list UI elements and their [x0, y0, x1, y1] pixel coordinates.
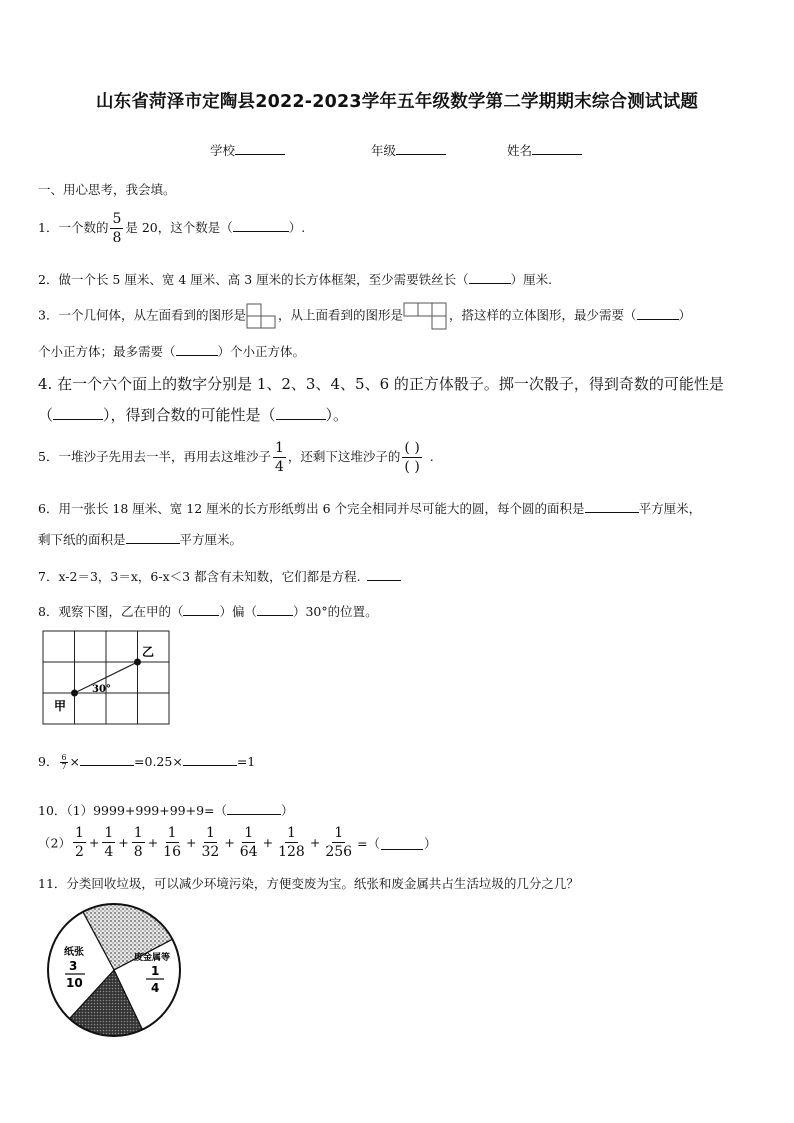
school-field — [210, 141, 285, 159]
q8-offset-blank[interactable] — [257, 602, 293, 616]
grade-label: 年级 — [371, 143, 397, 158]
q5-text-b: ，还剩下这堆沙子的 — [287, 449, 401, 464]
page-title: 山东省菏泽市定陶县2022-2023学年五年级数学第二学期期末综合测试试题 — [95, 92, 699, 112]
pie-metal-num: 1 — [151, 964, 160, 978]
q2-answer-blank[interactable] — [469, 270, 511, 284]
q7-text-a: 7．x-2＝3，3＝x，6-x＜3 都含有未知数，它们都是方程. — [38, 569, 361, 584]
q10-term-fraction — [73, 826, 86, 859]
q10-term-denominator: 256 — [325, 844, 353, 860]
q11-text-a: 11．分类回收垃圾，可以减少环境污染，方便变废为宝。纸张和废金属共占生活垃圾的几分之几？ — [38, 876, 579, 891]
question-6 — [38, 499, 701, 517]
grade-blank[interactable] — [396, 141, 446, 155]
q1-numerator: 5 — [112, 211, 122, 227]
q10-part2-close: ） — [424, 835, 437, 851]
question-4-line2 — [38, 404, 348, 425]
q8-text-c: ）30°的位置。 — [292, 604, 378, 619]
q3-text-a: 3．一个几何体，从左面看到的图形是 — [38, 307, 246, 323]
q8-direction-blank[interactable] — [183, 602, 219, 616]
q2-text-a: 2．做一个长 5 厘米、宽 4 厘米、高 3 厘米的长方体框架，至少需要铁丝长（ — [38, 272, 469, 287]
q10-term-fraction — [238, 826, 260, 859]
grade-field — [371, 141, 446, 159]
top-view-figure — [403, 302, 449, 330]
q10-part1-blank[interactable] — [227, 801, 281, 815]
q9-label: 9． — [38, 754, 59, 769]
question-7 — [38, 567, 401, 585]
q10-term-fraction — [102, 826, 115, 859]
pie-paper-num: 3 — [69, 959, 78, 973]
name-blank[interactable] — [532, 141, 582, 155]
q6-remain-area-blank[interactable] — [126, 530, 180, 544]
q1-text-b: 是 20，这个数是（ — [125, 220, 233, 235]
q10-term-numerator: 1 — [205, 825, 215, 841]
name-label: 姓名 — [507, 143, 533, 158]
q10-term-numerator: 1 — [104, 825, 114, 841]
q9-times: × — [69, 754, 81, 769]
q4-text-d: ）。 — [325, 406, 349, 424]
question-8 — [38, 602, 378, 620]
q10-plus-sign: + — [88, 835, 100, 850]
section-heading: 一、用心思考，我会填。 — [38, 182, 176, 197]
q3-text-b: ，从上面看到的图形是 — [277, 307, 403, 323]
q10-plus-sign: + — [186, 835, 197, 850]
q10-term-denominator: 8 — [133, 844, 143, 860]
q6-text-d: 平方厘米。 — [179, 532, 243, 547]
pie-paper-den: 10 — [66, 976, 83, 990]
q1-denominator: 8 — [112, 230, 122, 246]
left-view-figure — [246, 303, 278, 329]
q10-term-denominator: 32 — [201, 844, 220, 860]
q6-text-b: 平方厘米， — [638, 501, 702, 516]
q10-term-numerator: 1 — [133, 825, 143, 841]
q10-term-fraction — [276, 826, 307, 859]
q10-term-fraction — [199, 826, 221, 859]
q6-text-a: 6．用一张长 18 厘米、宽 12 厘米的长方形纸剪出 6 个完全相同并尽可能大的圆，每个圆的面积是 — [38, 501, 585, 516]
school-label: 学校 — [210, 143, 236, 158]
q5-fraction — [273, 441, 286, 474]
q10-term-denominator: 64 — [239, 844, 258, 860]
point-yi — [134, 659, 141, 666]
q10-term-numerator: 1 — [334, 825, 344, 841]
q6-circle-area-blank[interactable] — [585, 499, 639, 513]
question-10-part2 — [38, 826, 438, 859]
q10-term-fraction — [161, 826, 183, 859]
q1-text-c: ）. — [288, 220, 306, 235]
label-angle: 30° — [92, 684, 111, 695]
q10-term-fraction — [323, 826, 354, 859]
q9-blank-2[interactable] — [183, 752, 237, 766]
q5-text-a: 5．一堆沙子先用去一半，再用去这堆沙子 — [38, 449, 271, 464]
question-9 — [38, 752, 255, 771]
q10-term-denominator: 128 — [278, 844, 305, 860]
question-3 — [38, 302, 691, 330]
q10-plus-sign: + — [118, 835, 129, 850]
q10-part1-close: ） — [281, 803, 294, 818]
question-5 — [38, 441, 434, 474]
q5-answer-denominator[interactable]: ( ) — [404, 459, 420, 475]
question-2 — [38, 270, 552, 288]
q1-fraction — [110, 212, 123, 245]
q5-numerator: 1 — [274, 440, 284, 456]
label-jia: 甲 — [54, 699, 67, 713]
label-yi: 乙 — [142, 645, 155, 659]
question-6-line2 — [38, 530, 242, 548]
q10-term-denominator: 16 — [163, 844, 181, 860]
q1-text-a: 1．一个数的 — [38, 220, 109, 235]
question-1 — [38, 212, 305, 245]
q7-answer-blank[interactable] — [367, 567, 401, 581]
q9-numerator: 6 — [61, 753, 67, 762]
q10-term-denominator: 2 — [74, 844, 84, 860]
question-3-line2 — [38, 342, 305, 360]
q10-part2-label: （2） — [38, 835, 71, 851]
q5-denominator: 4 — [274, 459, 284, 475]
q4-composite-blank[interactable] — [276, 406, 326, 420]
pie-label-metal: 废金属等 — [134, 953, 171, 963]
q10-plus-sign: + — [147, 835, 159, 850]
q5-text-c: . — [429, 449, 434, 464]
q8-text-b: ）偏（ — [219, 604, 257, 619]
q9-fraction — [60, 754, 67, 771]
direction-grid-figure — [42, 630, 172, 726]
q3-max-blank[interactable] — [176, 342, 218, 356]
q10-series — [71, 825, 356, 860]
q10-term-denominator: 4 — [104, 844, 114, 860]
school-blank[interactable] — [235, 141, 285, 155]
q6-text-c: 剩下纸的面积是 — [38, 532, 126, 547]
q4-text-b: （ — [38, 406, 54, 424]
question-11 — [38, 874, 579, 892]
pie-label-paper: 纸张 — [64, 947, 84, 958]
q9-end: =1 — [236, 754, 256, 769]
question-4 — [38, 373, 724, 394]
q10-plus-sign: + — [309, 835, 321, 850]
q9-blank-1[interactable] — [80, 752, 134, 766]
q10-term-numerator: 1 — [287, 825, 296, 841]
q3-text-line2a: 个小正方体；最多需要（ — [38, 344, 176, 359]
q3-text-d: ） — [678, 307, 692, 323]
q4-text-a: 4. 在一个六个面上的数字分别是 1、2、3、4、5、6 的正方体骰子。掷一次骰子，得到奇数的可能性是 — [38, 375, 724, 393]
q5-answer-fraction[interactable] — [402, 441, 421, 474]
q10-term-fraction — [132, 826, 145, 859]
q9-denominator: 7 — [61, 762, 67, 771]
q10-equals: =（ — [357, 835, 381, 851]
q10-plus-sign: + — [262, 835, 274, 850]
q9-mid: =0.25× — [134, 754, 183, 769]
q5-answer-numerator[interactable]: ( ) — [404, 440, 420, 456]
q10-term-numerator: 1 — [167, 825, 177, 841]
point-jia — [71, 690, 78, 697]
q3-text-line2b: ）个小正方体。 — [217, 344, 306, 359]
q3-min-blank[interactable] — [637, 306, 679, 320]
q10-part1-text: 10．（1）9999+999+99+9=（ — [38, 803, 228, 818]
question-10-part1 — [38, 801, 294, 819]
q10-term-numerator: 1 — [74, 825, 84, 841]
q8-text-a: 8．观察下图，乙在甲的（ — [38, 604, 184, 619]
pie-metal-den: 4 — [151, 981, 160, 995]
q10-term-numerator: 1 — [244, 825, 254, 841]
q1-answer-blank[interactable] — [233, 218, 289, 232]
garbage-pie-figure — [42, 900, 192, 1040]
q3-text-c: ，搭这样的立体图形，最少需要（ — [448, 307, 637, 323]
q10-part2-blank[interactable] — [381, 836, 423, 850]
q4-text-c: ），得到合数的可能性是（ — [103, 406, 276, 424]
q10-plus-sign: + — [224, 835, 235, 850]
q2-text-c: ）厘米. — [510, 272, 553, 287]
name-field — [507, 141, 582, 159]
q4-odd-blank[interactable] — [53, 406, 103, 420]
